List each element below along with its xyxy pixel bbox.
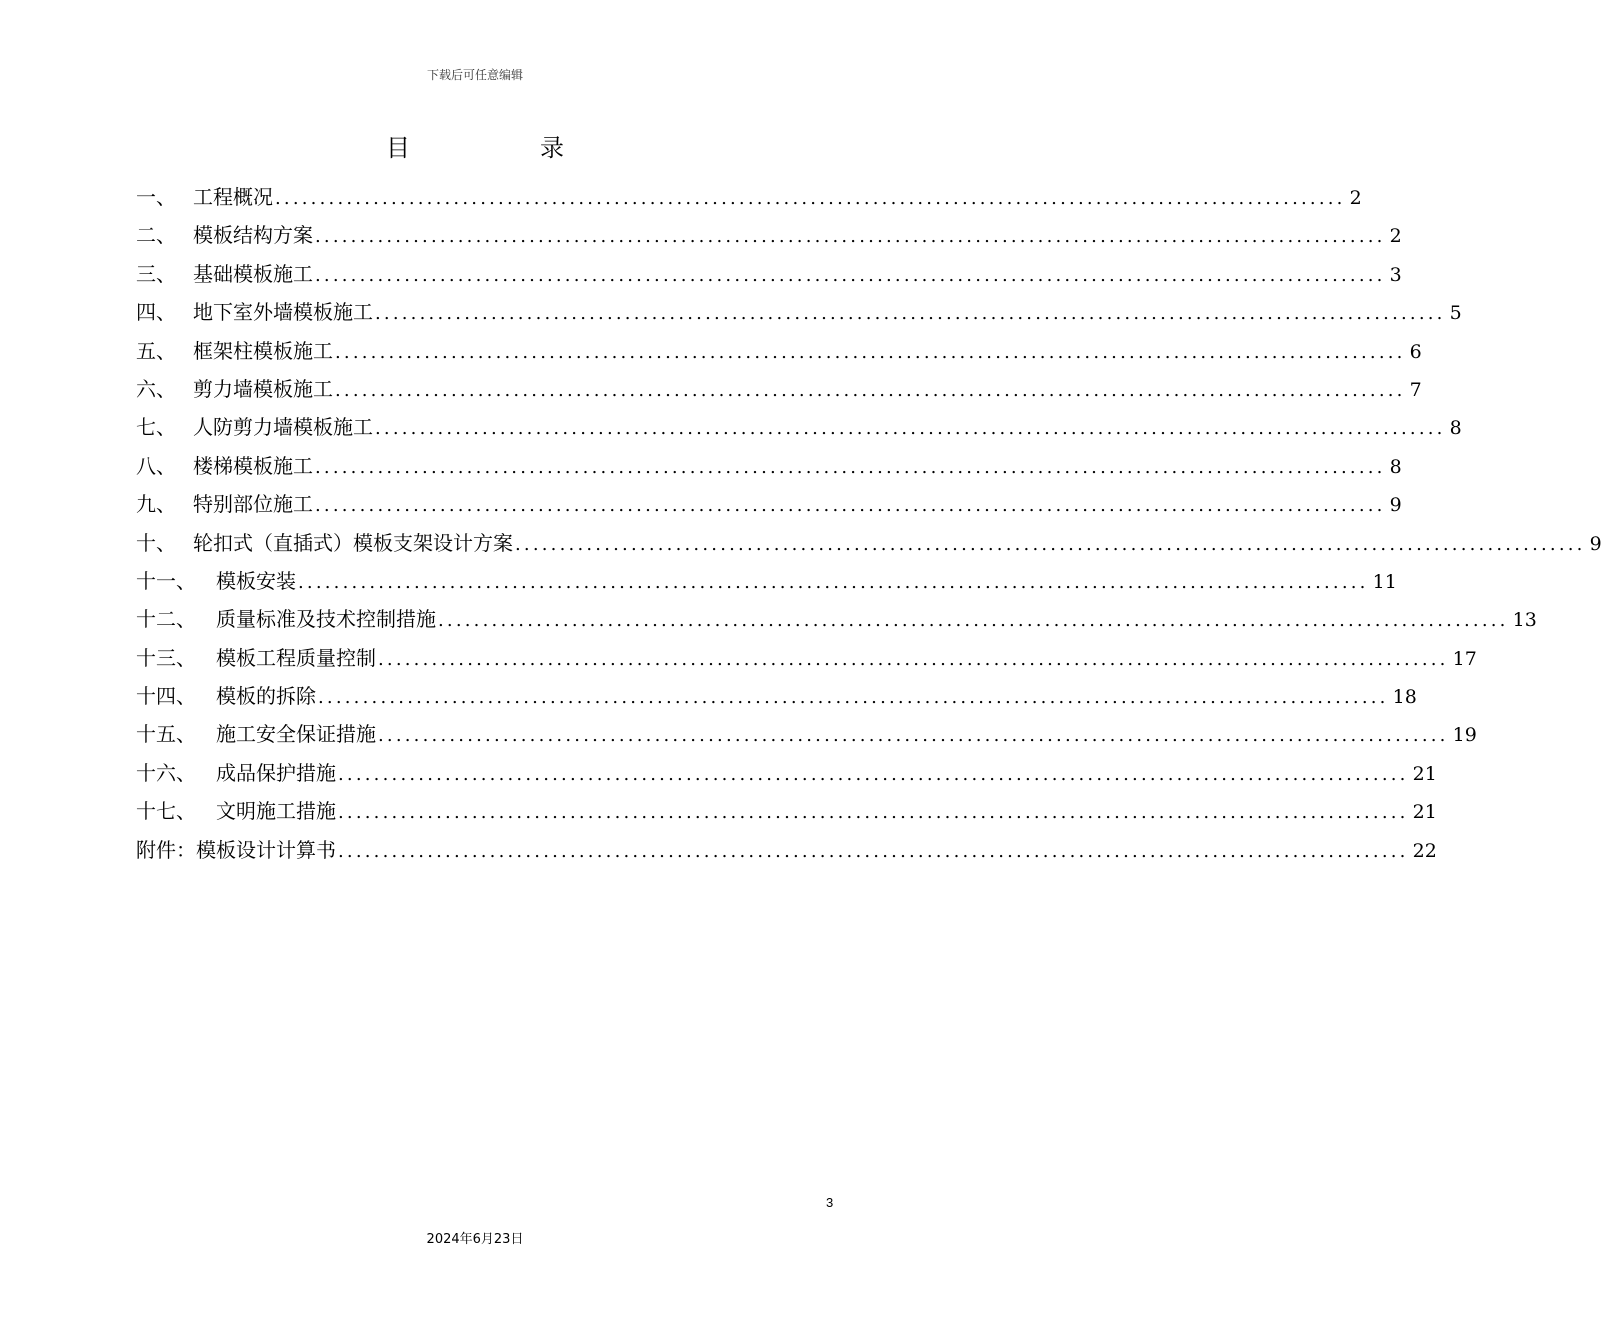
toc-entry-title: 模板安装 [216,568,296,593]
toc-entry-page: 19 [1452,724,1477,747]
toc-entry-page: 3 [1389,263,1402,286]
toc-entry-number: 十、 [136,530,176,555]
toc-entry-number: 八、 [136,453,176,478]
header-note: 下载后可任意编辑 [426,68,523,82]
toc-entry-title: 文明施工措施 [216,799,336,824]
toc-entry-page: 22 [1412,839,1437,862]
toc-leader-dots: ........................................................................................................................ [378,725,1449,747]
toc-entry-title: 地下室外墙模板施工 [193,300,373,325]
toc-entry-number: 四、 [136,300,176,325]
toc-entry-page: 17 [1452,647,1477,670]
toc-entry-title: 质量标准及技术控制措施 [216,607,436,632]
toc-leader-dots: ........................................................................................................................ [338,802,1409,824]
toc-leader-dots: ........................................................................................................................ [315,264,1386,286]
toc-entry[interactable] [136,677,1417,715]
toc-entry-title: 楼梯模板施工 [193,453,313,478]
toc-leader-dots: ........................................................................................................................ [315,456,1386,478]
toc-entry-page: 9 [1589,532,1602,555]
toc-leader-dots: ........................................................................................................................ [378,648,1449,670]
toc-entry-number: 九、 [136,492,176,517]
toc-entry-title: 框架柱模板施工 [193,338,333,363]
toc-entry-title: 工程概况 [193,185,273,209]
toc-entry[interactable] [136,792,1437,830]
toc-leader-dots: ........................................................................................................................ [335,379,1406,401]
toc-entry[interactable] [136,639,1477,677]
toc-entry[interactable] [136,447,1402,485]
toc-leader-dots: ........................................................................................................................ [375,303,1446,325]
toc-entry-page: 7 [1409,378,1422,401]
toc-entry[interactable] [136,216,1402,254]
toc-entry-page: 2 [1349,187,1362,209]
toc-entry-page: 21 [1412,762,1437,785]
toc-entry-title: 剪力墙模板施工 [193,376,333,401]
toc-entry-page: 8 [1389,455,1402,478]
toc-leader-dots: ........................................................................................................................ [335,341,1406,363]
toc-entry-page: 5 [1449,302,1462,325]
toc-leader-dots: ........................................................................................................................ [298,571,1369,593]
toc-title-left: 目 [386,134,410,162]
toc-title [0,128,950,163]
page-number: 3 [826,1195,834,1210]
toc-leader-dots: ........................................................................................................................ [338,763,1409,785]
toc-entry[interactable] [136,562,1397,600]
toc-entry-number: 十七、 [136,799,196,824]
toc-leader-dots: ........................................................................................................................ [315,495,1386,517]
toc-entry-title: 模板设计计算书 [196,837,336,862]
toc-entry[interactable] [136,370,1422,408]
toc-entry[interactable] [136,754,1437,792]
toc-entry-page: 2 [1389,225,1402,248]
toc-entry-page: 13 [1512,609,1537,632]
toc-entry-page: 8 [1449,417,1462,440]
toc-entry[interactable] [136,831,1437,869]
footer-date: 2024年6月23日 [426,1232,524,1247]
toc-entry-number: 十一、 [136,568,196,593]
toc-entry-title: 基础模板施工 [193,261,313,286]
toc-entry-number: 五、 [136,338,176,363]
toc-entry-number: 十四、 [136,684,196,709]
toc-entry-number: 十二、 [136,607,196,632]
toc-entry-title: 施工安全保证措施 [216,722,376,747]
toc-entry[interactable] [136,408,1462,446]
toc-entry[interactable] [136,600,1537,638]
toc-entry-number: 七、 [136,415,176,440]
toc-entry-number: 三、 [136,261,176,286]
toc-entry-number: 二、 [136,223,176,248]
toc-entry-title: 模板结构方案 [193,223,313,248]
toc-leader-dots: ........................................................................................................................ [318,687,1389,709]
toc-entry-page: 6 [1409,340,1422,363]
toc-entry-number: 十三、 [136,645,196,670]
toc-entry-title: 人防剪力墙模板施工 [193,415,373,440]
toc-entry[interactable] [136,178,1362,216]
toc-entry-number: 六、 [136,376,176,401]
toc-leader-dots: ........................................................................................................................ [315,226,1386,248]
toc-entry[interactable] [136,715,1477,753]
toc-entry-number: 十五、 [136,722,196,747]
toc-list [136,178,1602,869]
toc-entry-number: 附件： [136,837,196,862]
toc-entry-page: 21 [1412,801,1437,824]
toc-leader-dots: ........................................................................................................................ [375,418,1446,440]
toc-entry-title: 模板的拆除 [216,684,316,709]
toc-entry[interactable] [136,485,1402,523]
toc-leader-dots: ........................................................................................................................ [515,533,1586,555]
toc-entry[interactable] [136,255,1402,293]
toc-leader-dots: ........................................................................................................................ [275,188,1346,209]
toc-title-right: 录 [540,134,564,162]
toc-leader-dots: ........................................................................................................................ [338,840,1409,862]
toc-leader-dots: ........................................................................................................................ [438,610,1509,632]
toc-entry-title: 轮扣式（直插式）模板支架设计方案 [193,530,513,555]
toc-entry[interactable] [136,524,1602,562]
toc-entry-page: 9 [1389,494,1402,517]
toc-entry-page: 11 [1372,570,1397,593]
toc-entry-page: 18 [1392,686,1417,709]
toc-entry-title: 特别部位施工 [193,492,313,517]
toc-entry-number: 一、 [136,185,176,209]
toc-entry-number: 十六、 [136,760,196,785]
toc-entry[interactable] [136,332,1422,370]
toc-entry[interactable] [136,293,1462,331]
toc-entry-title: 模板工程质量控制 [216,645,376,670]
toc-entry-title: 成品保护措施 [216,760,336,785]
